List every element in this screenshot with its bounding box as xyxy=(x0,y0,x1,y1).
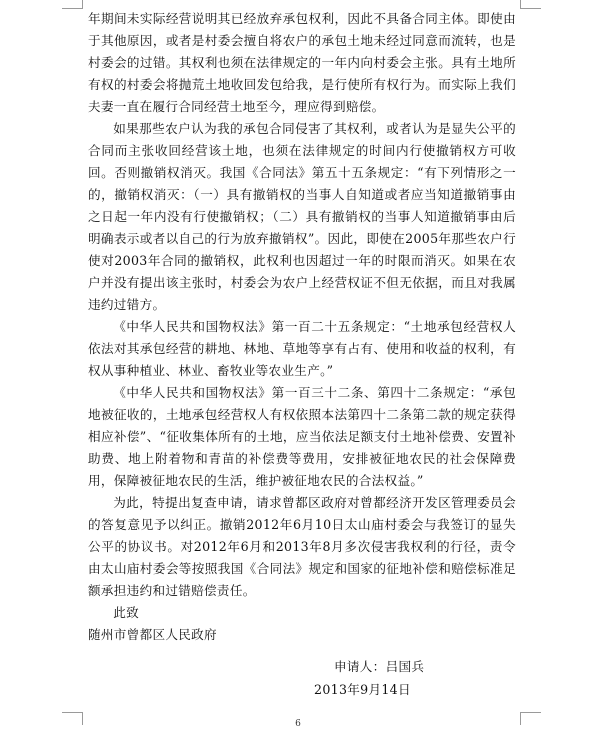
salutation: 此致 xyxy=(113,605,139,620)
paragraph-continuation: 年期间未实际经营说明其已经放弃承包权利，因此不具备合同主体。即使由于其他原因，或者是村委会擅自将农户的承包土地未经过同意而流转，也是村委会的过错。其权利也须在法律规定的一年内向村委会主张。具有土地所有权的村委会将抛荒土地收回发包给我，是行使所有权行为。而实际上我们夫妻一直在履行合同经营土地至今，理应得到赔偿。 xyxy=(88,11,516,114)
applicant-signature: 申请人：吕国兵 xyxy=(334,659,425,674)
crop-mark-top-left xyxy=(62,0,83,9)
crop-mark-bottom-left xyxy=(62,712,83,725)
crop-mark-bottom-right xyxy=(520,712,541,725)
paragraph-property-law-132: 《中华人民共和国物权法》第一百三十二条、第四十二条规定：“承包地被征收的，土地承包经营权人有权依照本法第四十二条第二款的规定获得相应补偿”、“征收集体所有的土地，应当依法足额支付土地补偿费、安置补助费、地上附着物和青苗的补偿费等费用，安排被征地农民的社会保障费用，保障被征地农民的生活，维护被征地农民的合法权益。” xyxy=(88,385,516,488)
signature-date: 2013年9月14日 xyxy=(314,682,411,697)
recipient: 随州市曾都区人民政府 xyxy=(88,627,217,642)
paragraph-revocation-right: 如果那些农户认为我的承包合同侵害了其权利，或者认为是显失公平的合同而主张收回经营该土地，也须在法律规定的时间内行使撤销权方可收回。否则撤销权消灭。我国《合同法》第五十五条规定：“有下列情形之一的，撤销权消灭：（一）具有撤销权的当事人自知道或者应当知道撤销事由之日起一年内没有行使撤销权；（二）具有撤销权的当事人知道撤销事由后明确表示或者以自己的行为放弃撤销权”。因此，即使在2005年那些农户行使对2003年合同的撤销权，此权利也因超过一年的时限而消灭。如果在农户并没有提出该主张时，村委会为农户上经营权证不但无依据，而且对我属违约过错方。 xyxy=(88,121,516,312)
document-body xyxy=(88,8,516,646)
paragraph-request: 为此，特提出复查申请，请求曾都区政府对曾都经济开发区管理委员会的答复意见予以纠正。撤销2012年6月10日太山庙村委会与我签订的显失公平的协议书。对2012年6月和2013年8月多次侵害我权利的行径，责令由太山庙村委会等按照我国《合同法》规定和国家的征地补偿和赔偿标准足额承担违约和过错赔偿责任。 xyxy=(88,495,516,598)
paragraph-property-law-125: 《中华人民共和国物权法》第一百二十五条规定：“土地承包经营权人依法对其承包经营的耕地、林地、草地等享有占有、使用和收益的权利，有权从事种植业、林业、畜牧业等农业生产。” xyxy=(88,319,516,378)
page-number: 6 xyxy=(295,719,301,729)
crop-mark-top-right xyxy=(520,0,541,9)
